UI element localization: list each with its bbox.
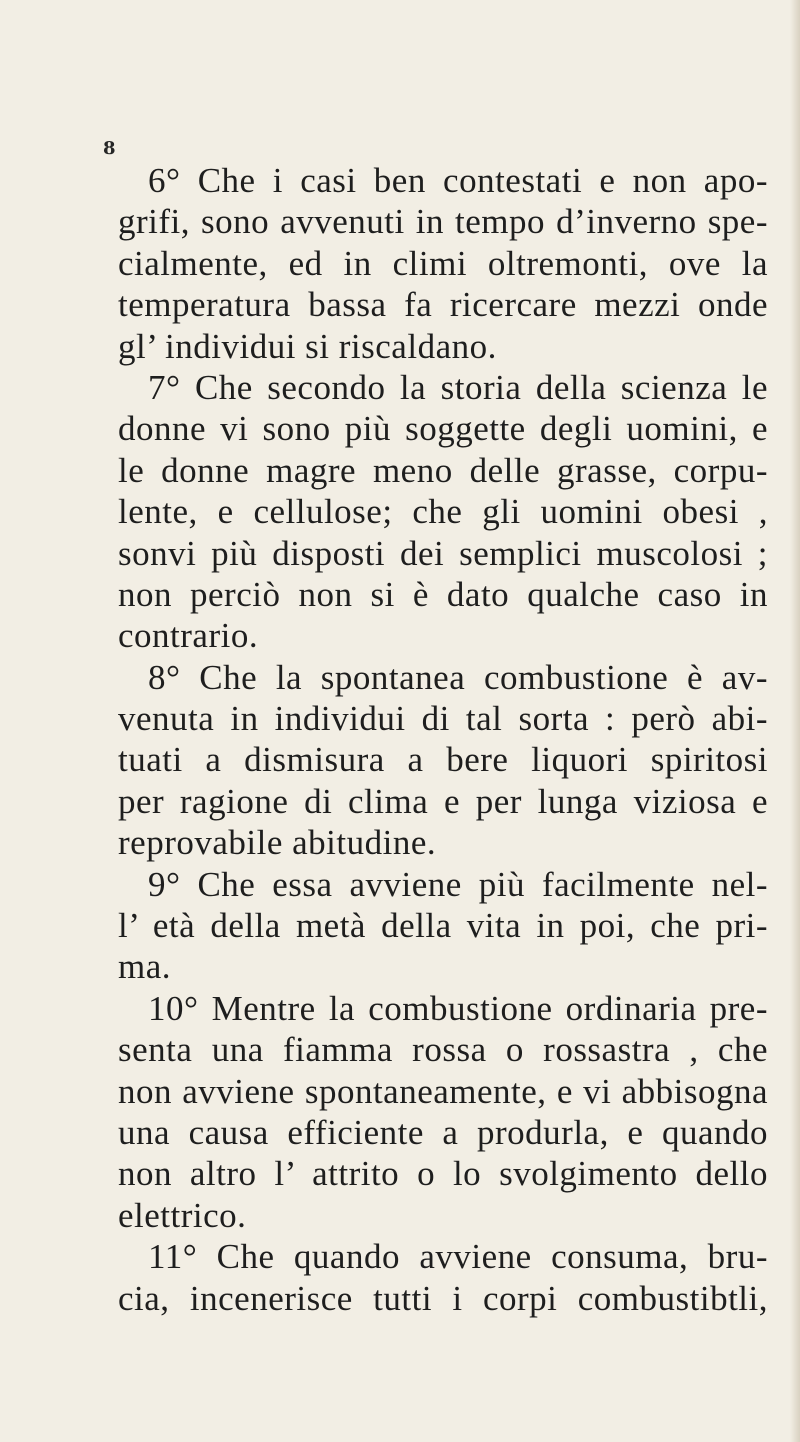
paragraph-10-line-5: non altro l’ attrito o lo svolgimento dello xyxy=(118,1154,768,1194)
paragraph-10-line-3: non avviene spontaneamente, e vi abbisogna xyxy=(118,1071,768,1111)
paragraph-10-line-6: elettrico. xyxy=(118,1195,247,1235)
body-text xyxy=(118,160,768,1319)
paragraph-7-line-6: non perciò non si è dato qualche caso in xyxy=(118,574,768,614)
paragraph-8-line-4: per ragione di clima e per lunga viziosa e xyxy=(118,781,768,821)
paragraph-9-line-3: ma. xyxy=(118,947,172,987)
paragraph-8-line-5: reprovabile abitudine. xyxy=(118,823,437,863)
paragraph-6-line-4: temperatura bassa fa ricercare mezzi onde xyxy=(118,285,768,325)
paragraph-11-line-1: 11° Che quando avviene consuma, bru- xyxy=(148,1237,768,1277)
paragraph-7-line-1: 7° Che secondo la storia della scienza le xyxy=(148,367,768,407)
paragraph-8-line-1: 8° Che la spontanea combustione è av- xyxy=(148,657,768,697)
paragraph-6-line-3: cialmente, ed in climi oltremonti, ove la xyxy=(118,243,768,283)
paragraph-6-line-5: gl’ individui si riscaldano. xyxy=(118,326,497,366)
paragraph-10-line-4: una causa efficiente a produrla, e quando xyxy=(118,1112,768,1152)
paragraph-9-line-1: 9° Che essa avviene più facilmente nel- xyxy=(148,864,768,904)
paragraph-8-line-3: tuati a dismisura a bere liquori spiritosi xyxy=(118,740,768,780)
paragraph-6-line-2: grifi, sono avvenuti in tempo d’inverno spe- xyxy=(118,202,768,242)
page-number: 8 xyxy=(103,138,116,159)
page-edge-shadow xyxy=(790,0,800,1442)
paragraph-10-line-1: 10° Mentre la combustione ordinaria pre- xyxy=(148,988,768,1028)
paragraph-11-line-2: cia, incenerisce tutti i corpi combustibtli, xyxy=(118,1278,768,1318)
paragraph-7-line-4: lente, e cellulose; che gli uomini obesi , xyxy=(118,492,768,532)
paragraph-6-line-1: 6° Che i casi ben contestati e non apo- xyxy=(148,161,768,200)
paragraph-7-line-5: sonvi più disposti dei semplici muscolosi ; xyxy=(118,533,768,573)
paragraph-9-line-2: l’ età della metà della vita in poi, che pri- xyxy=(118,906,768,946)
paragraph-10-line-2: senta una fiamma rossa o rossastra , che xyxy=(118,1030,768,1070)
paragraph-8-line-2: venuta in individui di tal sorta : però abi- xyxy=(118,699,768,739)
paragraph-7-line-3: le donne magre meno delle grasse, corpu- xyxy=(118,450,768,490)
paragraph-7-line-2: donne vi sono più soggette degli uomini, e xyxy=(118,409,768,449)
paragraph-7-line-7: contrario. xyxy=(118,616,259,656)
